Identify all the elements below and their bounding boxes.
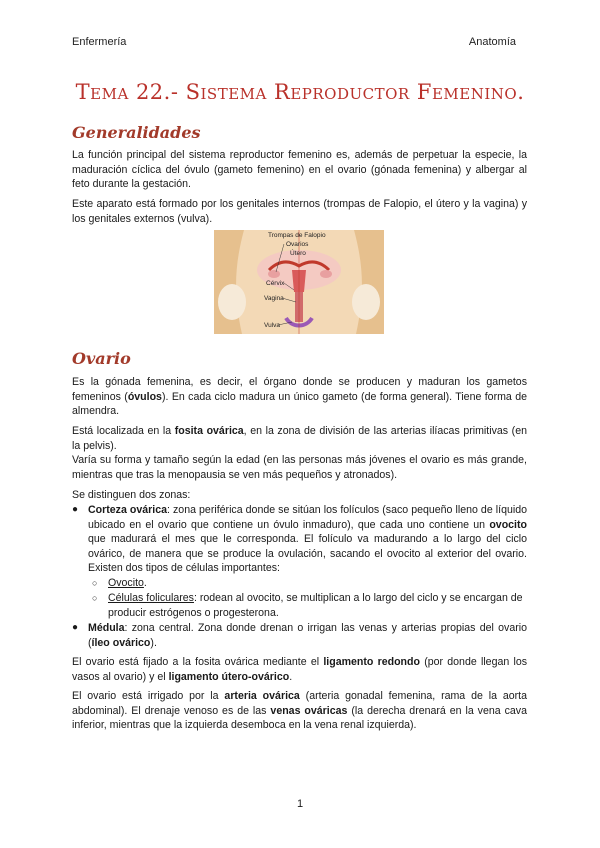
paragraph-components: Este aparato está formado por los genitales internos (trompas de Falopio, el útero y la vagina) y los genitales externos (vulva). (72, 198, 527, 225)
sublist-item-celulas: ○ Células foliculares: rodean al ovocito, se multiplican a lo largo del ciclo y se encargan de producir estrógenos o progesterona. (92, 592, 523, 619)
label-cervix: Cérvix (266, 280, 285, 287)
heading-ovario: Ovario (72, 349, 131, 368)
paragraph-ligamentos: El ovario está fijado a la fosita ovárica mediante el ligamento redondo (por donde llegan los vasos al ovario) y el ligamento útero-ovárico. (72, 656, 528, 683)
heading-generalidades: Generalidades (72, 123, 201, 142)
label-vagina: Vagina (264, 295, 284, 302)
header-right: Anatomía (468, 36, 516, 48)
list-item-medula: ● Médula: zona central. Zona donde drenan o irrigan las venas y arterias propias del ovario (íleo ovárico). (72, 622, 527, 649)
paragraph-ovario-location: Está localizada en la fosita ovárica, en la zona de división de las arterias ilíacas primitivas (en la pelvis). (72, 425, 527, 452)
paragraph-intro: La función principal del sistema reproductor femenino es, además de perpetuar la especie, la maduración cíclica del óvulo (gameto femenino) en el ovario (gónada femenina) y albergar al feto durante la gestación. (72, 149, 527, 191)
page-title: Tema 22.- Sistema Reproductor Femenino. (75, 80, 525, 104)
list-item-corteza: ● Corteza ovárica: zona periférica donde se sitúan los folículos (saco pequeño lleno de líquido ubicado en el ovario que contiene un óvulo inmaduro), que cada uno contiene un ovocito que madurará el mes que le corresponda. El folículo va madurando a lo largo del ciclo ovárico, de manera que se produce la ovulación, sacando el ovocito al exterior del ovario. Existen dos tipos de células importantes: (72, 504, 527, 575)
page-number: 1 (296, 798, 304, 810)
header-left: Enfermería (72, 36, 127, 48)
reproductive-system-figure (214, 230, 384, 334)
label-ovarios: Ovarios (286, 241, 309, 248)
sublist-item-ovocito: ○ Ovocito. (92, 577, 147, 589)
paragraph-irrigacion: El ovario está irrigado por la arteria ovárica (arteria gonadal femenina, rama de la aorta abdominal). El drenaje venoso es de las venas ováricas (la derecha drenará en la vena cava inferior, mientras que la izquierda desemboca en la vena renal izquierda). (72, 690, 527, 732)
paragraph-ovario-size: Varía su forma y tamaño según la edad (en las personas más jóvenes el ovario es más grande, mientras que tras la menopausia se ven más pequeños y atronados). (72, 454, 527, 481)
paragraph-zones: Se distinguen dos zonas: (72, 489, 191, 501)
paragraph-ovario-def: Es la gónada femenina, es decir, el órgano donde se producen y maduran los gametos femeninos (óvulos). En cada ciclo madura un único gameto (de forma general). Tiene forma de almendra. (72, 376, 527, 418)
label-vulva: Vulva (264, 322, 281, 329)
label-utero: Útero (290, 250, 306, 257)
label-trompas: Trompas de Falopio (268, 232, 326, 239)
